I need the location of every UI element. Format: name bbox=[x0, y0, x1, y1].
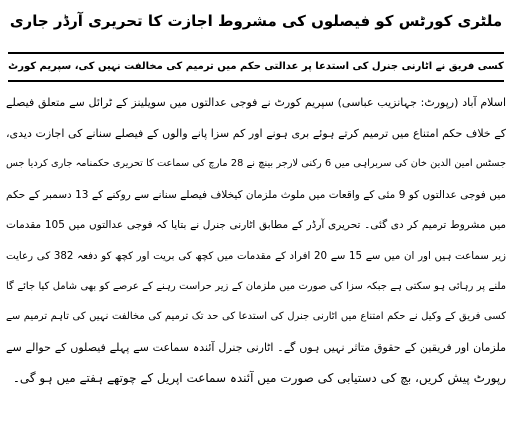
body-line: میں مشروط ترمیم کر دی گئی۔ تحریری آرڈر کے مطابق اٹارنی جنرل نے بتایا کہ فوجی عدالتوں میں 105 مقدمات bbox=[6, 219, 506, 232]
body-line: اسلام آباد (رپورٹ: جہانزیب عباسی) سپریم کورٹ نے فوجی عدالتوں میں سویلینز کے ٹرائل سے متعلق فیصلے bbox=[6, 96, 506, 109]
body-line: کسی فریق کے وکیل نے حکم امتناع میں اٹارنی جنرل کی استدعا کی حد تک ترمیم کی مخالفت نہیں کی تاہم ترمیم سے bbox=[6, 311, 506, 323]
subheadline: کسی فریق نے اٹارنی جنرل کی استدعا پر عدالتی حکم میں ترمیم کی مخالفت نہیں کی، سپریم کورٹ bbox=[8, 52, 504, 82]
headline: ملٹری کورٹس کو فیصلوں کی مشروط اجازت کا تحریری آرڈر جاری bbox=[9, 12, 503, 30]
body-line: میں فوجی عدالتوں کو 9 مئی کے واقعات میں ملوث ملزمان کیخلاف فیصلے سنانے سے روکنے کے 13 دسمبر کے حکم bbox=[6, 188, 506, 201]
body-line: کے خلاف حکم امتناع میں ترمیم کرتے ہوئے بری ہونے اور کم سزا پانے والوں کے فیصلے سنانے کی اجازت دیدی، bbox=[6, 126, 506, 140]
body-line: ملنے پر رہائی ہو سکتی ہے جبکہ سزا کی صورت میں ملزمان کے زیر حراست رہنے کے عرصے کو بھی شامل کیا جائے گا bbox=[6, 280, 506, 292]
body-line: ملزمان اور فریقین کے حقوق متاثر نہیں ہوں گے۔ اٹارنی جنرل آئندہ سماعت سے پہلے فیصلوں کے حوالے سے bbox=[6, 340, 506, 354]
body-line: زیر سماعت ہیں اور ان میں سے 15 سے 20 افراد کے مقدمات میں کچھ کی بریت اور کچھ کو دفعہ 382 کی رعایت bbox=[6, 249, 506, 262]
body-line: جسٹس امین الدین خان کی سربراہی میں 6 رکنی لارجر بینچ نے 28 مارچ کی سماعت کا تحریری حکمنامہ جاری کردیا جس bbox=[6, 158, 506, 170]
article-body bbox=[6, 88, 506, 394]
body-line: رپورٹ پیش کریں، بچ کی دستیابی کی صورت میں آئندہ سماعت اپریل کے چوتھے ہفتے میں ہو گی۔ bbox=[12, 371, 506, 386]
